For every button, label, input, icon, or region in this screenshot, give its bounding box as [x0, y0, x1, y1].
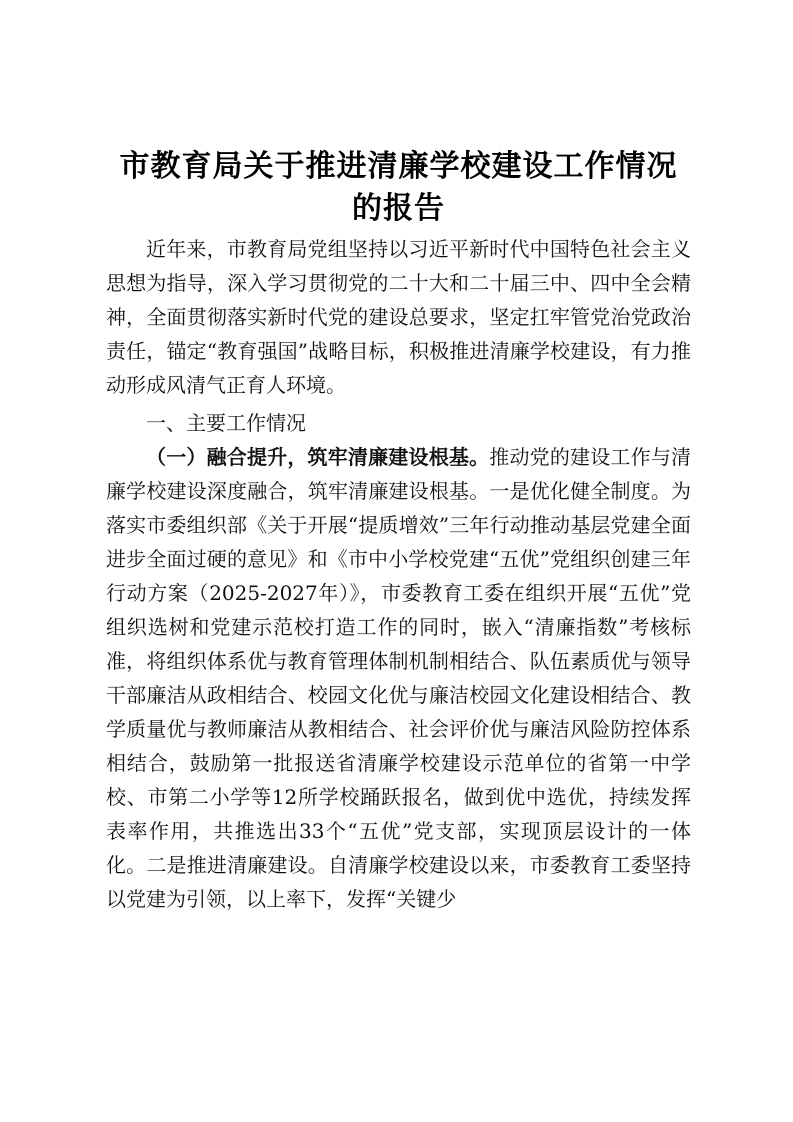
subsection-body: 推动党的建设工作与清廉学校建设深度融合，筑牢清廉建设根基。一是优化健全制度。为落实市委组织部《关于开展“提质增效”三年行动推动基层党建全面进步全面过硬的意见》和《市中小学校党建“五优”党组织创建三年行动方案（2025-2027年）》，市委教育工委在组织开展“五优”党组织选树和党建示范校打造工作的同时，嵌入“清廉指数”考核标准，将组织体系优与教育管理体制机制相结合、队伍素质优与领导干部廉洁从政相结合、校园文化优与廉洁校园文化建设相结合、教学质量优与教师廉洁从教相结合、社会评价优与廉洁风险防控体系相结合，鼓励第一批报送省清廉学校建设示范单位的省第一中学校、市第二小学等12所学校踊跃报名，做到优中选优，持续发挥表率作用，共推选出33个“五优”党支部，实现顶层设计的一体化。二是推进清廉建设。自清廉学校建设以来，市委教育工委坚持以党建为引领，以上率下，发挥“关键少 — [106, 445, 692, 911]
section-heading: 一、主要工作情况 — [146, 411, 306, 435]
document-title: 市教育局关于推进清廉学校建设工作情况的报告 — [119, 149, 678, 226]
intro-paragraph: 近年来，市教育局党组坚持以习近平新时代中国特色社会主义思想为指导，深入学习贯彻党的二十大和二十届三中、四中全会精神，全面贯彻落实新时代党的建设总要求，坚定扛牢管党治党政治责任，锚定“教育强国”战略目标，积极推进清廉学校建设，有力推动形成风清气正育人环境。 — [106, 237, 691, 397]
subsection-paragraph — [106, 440, 691, 916]
subsection-lead: （一）融合提升，筑牢清廉建设根基。 — [146, 445, 490, 469]
document-body — [106, 146, 691, 916]
